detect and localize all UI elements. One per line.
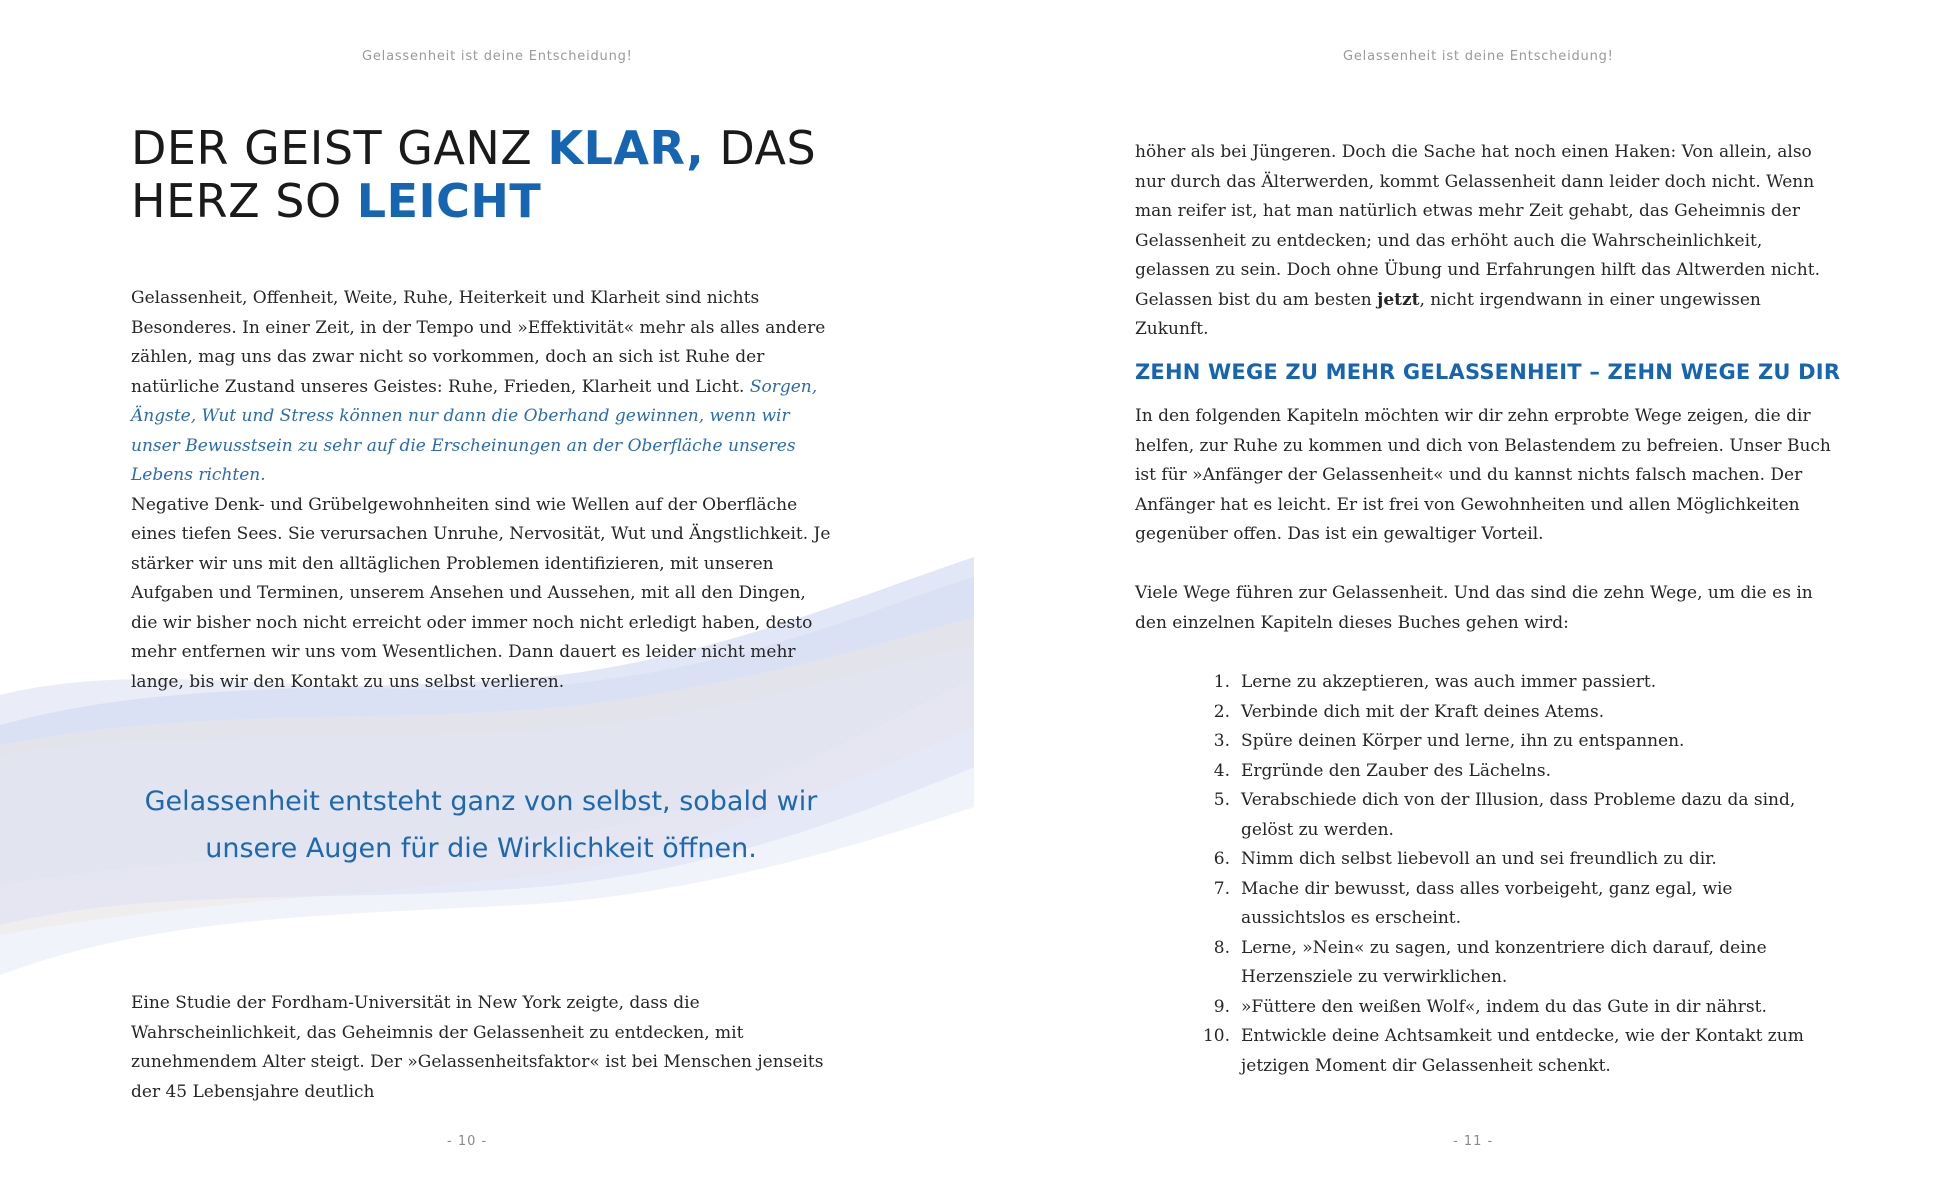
list-number: 8.	[1213, 937, 1230, 958]
list-item	[1135, 727, 1835, 757]
running-header: Gelassenheit ist deine Entscheidung!	[1343, 49, 1614, 64]
list-number: 9.	[1213, 996, 1230, 1017]
ten-ways-list	[1135, 668, 1835, 1081]
list-text: Ergründe den Zauber des Lächelns.	[1241, 760, 1551, 781]
running-header: Gelassenheit ist deine Entscheidung!	[362, 49, 633, 64]
continuation-text-a: höher als bei Jüngeren. Doch die Sache hat noch einen Haken: Von allein, also nur durch das Älterwerden, kommt Gelassenheit dann leider doch nicht. Wenn man reifer ist, hat man natürlich etwas mehr Zeit gehabt, das Geheimnis der Gelassenheit zu entdecken; und das erhöht auch die Wahrscheinlichkeit, gelassen zu sein. Doch ohne Übung und Erfahrungen hilft das Altwerden nicht. Gelassen bist du am besten	[1135, 142, 1820, 310]
list-number: 6.	[1213, 849, 1230, 869]
study-paragraph: Eine Studie der Fordham-Universität in New York zeigte, dass die Wahrscheinlichkeit, das Geheimnis der Gelassenheit zu entdecken, mit zunehmendem Alter steigt. Der »Gelassenheitsfaktor« ist bei Menschen jenseits der 45 Lebensjahre deutlich	[131, 993, 824, 1102]
title-highlight-leicht: LEICHT	[356, 174, 542, 228]
list-number: 3.	[1213, 731, 1230, 751]
title-line1-a: DER GEIST GANZ	[131, 121, 548, 175]
list-item	[1135, 845, 1835, 875]
pull-quote	[131, 778, 831, 872]
list-text: Verabschiede dich von der Illusion, dass Probleme dazu da sind, gelöst zu werden.	[1241, 790, 1796, 840]
list-number: 1.	[1213, 672, 1230, 692]
page-number: - 10 -	[447, 1134, 488, 1149]
list-number: 5.	[1213, 790, 1230, 810]
page-title	[131, 122, 816, 228]
continuation-paragraph	[1135, 138, 1835, 345]
list-item	[1135, 698, 1835, 728]
list-text: Entwickle deine Achtsamkeit und entdecke, wie der Kontakt zum jetzigen Moment dir Gelassenheit schenkt.	[1241, 1026, 1804, 1076]
list-item	[1135, 934, 1835, 993]
intro-italic-text: Sorgen, Ängste, Wut und Stress können nur dann die Oberhand gewinnen, wenn wir unser Bewusstsein zu sehr auf die Erscheinungen an der Oberfläche unseres Lebens richten.	[131, 376, 818, 485]
intro-plain-text: Gelassenheit, Offenheit, Weite, Ruhe, Heiterkeit und Klarheit sind nichts Besonderes. In einer Zeit, in der Tempo und »Effektivität« mehr als alles andere zählen, mag uns das zwar nicht so vorkommen, doch an sich ist Ruhe der natürliche Zustand unseres Geistes: Ruhe, Frieden, Klarheit und Licht.	[131, 288, 826, 397]
pull-quote-line2: unsere Augen für die Wirklichkeit öffnen.	[205, 833, 757, 864]
continuation-text-b: , nicht irgendwann in einer ungewissen Zukunft.	[1135, 289, 1761, 339]
list-text: Lerne zu akzeptieren, was auch immer passiert.	[1241, 672, 1657, 692]
pull-quote-line1: Gelassenheit entsteht ganz von selbst, sobald wir	[144, 786, 818, 817]
list-number: 7.	[1213, 878, 1230, 899]
list-item	[1135, 1022, 1835, 1081]
right-page	[974, 0, 1948, 1181]
list-text: Nimm dich selbst liebevoll an und sei freundlich zu dir.	[1241, 849, 1717, 869]
title-line2-a: HERZ SO	[131, 174, 357, 228]
list-number: 4.	[1213, 760, 1230, 781]
ways-intro-paragraph: Viele Wege führen zur Gelassenheit. Und das sind die zehn Wege, um die es in den einzelnen Kapiteln dieses Buches gehen wird:	[1135, 583, 1813, 633]
list-number: 2.	[1213, 701, 1230, 722]
list-item	[1135, 786, 1835, 845]
chapters-paragraph: In den folgenden Kapiteln möchten wir dir zehn erprobte Wege zeigen, die dir helfen, zur Ruhe zu kommen und dich von Belastendem zu befreien. Unser Buch ist für »Anfänger der Gelassenheit« und du kannst nichts falsch machen. Der Anfänger hat es leicht. Er ist frei von Gewohnheiten und allen Möglichkeiten gegenüber offen. Das ist ein gewaltiger Vorteil.	[1135, 406, 1831, 544]
list-text: Mache dir bewusst, dass alles vorbeigeht, ganz egal, wie aussichtslos es erscheint.	[1241, 878, 1733, 928]
section-heading: ZEHN WEGE ZU MEHR GELASSENHEIT – ZEHN WEGE ZU DIR	[1135, 360, 1841, 384]
list-item	[1135, 757, 1835, 787]
title-line1-c: DAS	[704, 121, 817, 175]
list-item	[1135, 875, 1835, 934]
list-item	[1135, 668, 1835, 698]
list-number: 10.	[1202, 1026, 1230, 1046]
list-item	[1135, 993, 1835, 1023]
list-text: Verbinde dich mit der Kraft deines Atems.	[1241, 701, 1605, 722]
intro-paragraph	[131, 284, 831, 697]
emphasis-jetzt: jetzt	[1377, 289, 1420, 310]
list-text: »Füttere den weißen Wolf«, indem du das Gute in dir nährst.	[1241, 996, 1767, 1017]
list-text: Lerne, »Nein« zu sagen, und konzentriere dich darauf, deine Herzensziele zu verwirklichen.	[1241, 937, 1767, 987]
page-number: - 11 -	[1453, 1134, 1494, 1149]
title-highlight-klar: KLAR,	[547, 121, 705, 175]
list-text: Spüre deinen Körper und lerne, ihn zu entspannen.	[1241, 731, 1685, 751]
waves-paragraph: Negative Denk- und Grübelgewohnheiten sind wie Wellen auf der Oberfläche eines tiefen Sees. Sie verursachen Unruhe, Nervosität, Wut und Ängstlichkeit. Je stärker wir uns mit den alltäglichen Problemen identifizieren, mit unseren Aufgaben und Terminen, unserem Ansehen und Aussehen, mit all den Dingen, die wir bisher noch nicht erreicht oder immer noch nicht erledigt haben, desto mehr entfernen wir uns vom Wesentlichen. Dann dauert es leider nicht mehr lange, bis wir den Kontakt zu uns selbst verlieren.	[131, 494, 831, 692]
